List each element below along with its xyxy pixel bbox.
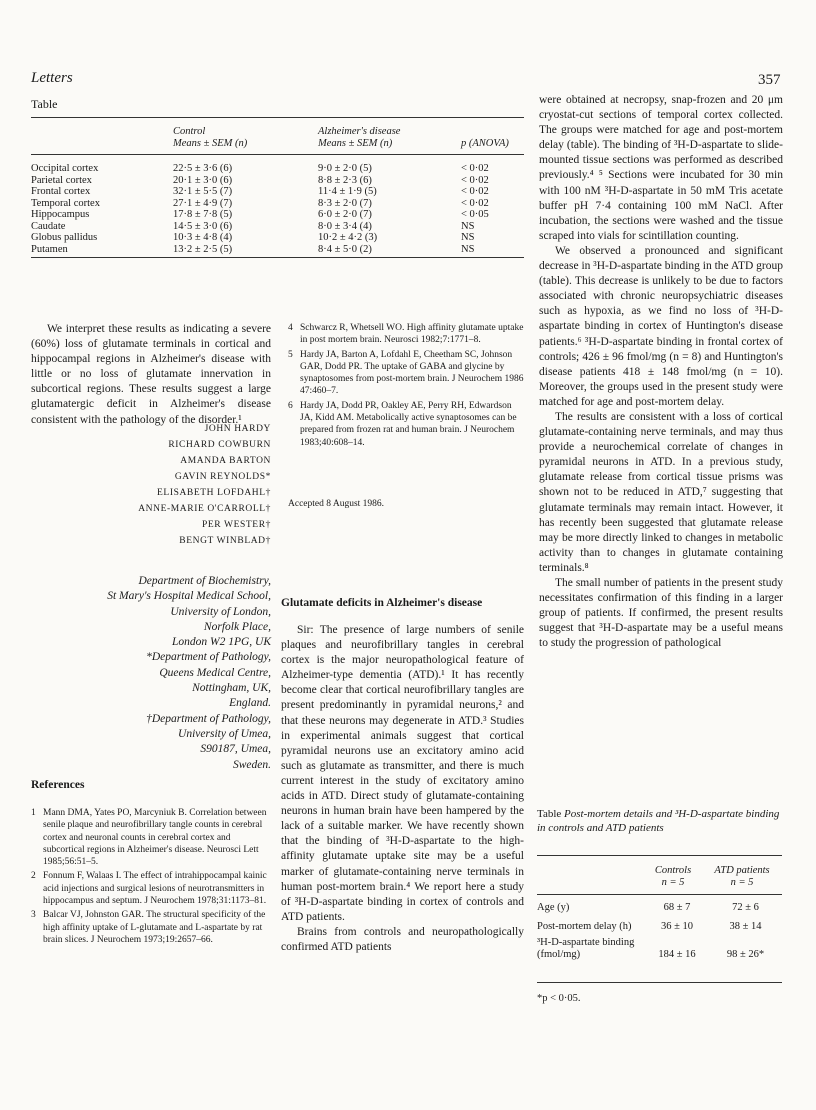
reference-item: 2 Fonnum F, Walaas I. The effect of intrahippocampal kainic acid injections and surgical lesions of neurotransmitters in hippocampus and septum. J Neurochem 1978;31:1173–81. <box>31 871 267 907</box>
author-list <box>31 421 271 549</box>
table2-caption <box>537 808 782 835</box>
references-heading: References <box>31 779 85 791</box>
table-row: ³H-D-aspartate binding (fmol/mg) 184 ± 16 98 ± 26* <box>537 937 765 960</box>
right-column <box>539 93 783 651</box>
table-row: Globus pallidus 10·3 ± 4·8 (4) 10·2 ± 4·2 (3) NS <box>31 232 475 243</box>
page-number: 357 <box>758 72 781 88</box>
table1-mid-rule <box>31 154 524 155</box>
table1-header-control-1: Control <box>173 126 206 137</box>
table-row: Age (y) 68 ± 7 72 ± 6 <box>537 902 759 913</box>
middle-column <box>281 623 524 955</box>
author: ANNE-MARIE O'CARROLL† <box>138 504 271 514</box>
table2-body <box>537 902 782 961</box>
table1-header-p: p (ANOVA) <box>461 138 509 149</box>
table1-bottom-rule <box>31 257 524 258</box>
table1-header-ad-2: Means ± SEM (n) <box>318 138 393 149</box>
reference-item: 6 Hardy JA, Dodd PR, Oakley AE, Perry RH, Edwardson JA, Kidd AM. Metabolically active synaptosomes can be prepared from frozen rat and human brain. J Neurochem 1983;40:608–14. <box>288 400 517 448</box>
table-row: Temporal cortex 27·1 ± 4·9 (7) 8·3 ± 2·0 (7) < 0·02 <box>31 197 489 209</box>
references-list-middle <box>288 322 526 451</box>
table1-body <box>31 163 521 255</box>
table-row: Frontal cortex 32·1 ± 5·5 (7) 11·4 ± 1·9 (5) < 0·02 <box>31 186 489 197</box>
table-row: Putamen 13·2 ± 2·5 (5) 8·4 ± 5·0 (2) NS <box>31 243 475 255</box>
reference-item: 1 Mann DMA, Yates PO, Marcyniuk B. Correlation between senile plaque and neurofibrillary tangle counts in cerebral cortex and neuronal counts in cerebral cortex and subcortical regions in Alzheimer's disease. Neurosci Lett 1985;56:51–5. <box>31 808 267 868</box>
table-row: Caudate 14·5 ± 3·0 (6) 8·0 ± 3·4 (4) NS <box>31 220 475 232</box>
table2-header-controls: Controls n = 5 <box>654 865 692 888</box>
reference-item: 3 Balcar VJ, Johnston GAR. The structural specificity of the high affinity uptake of L-glutamate and L-aspartate by rat brain slices. J Neurochem 1973;19:2657–66. <box>31 910 266 945</box>
left-paragraph: We interpret these results as indicating a severe (60%) loss of glutamate terminals in cortical and hippocampal regions in Alzheimer's disease with little or no loss of glutamate innervation in subcortical regions. These results suggest a large glutamatergic deficit in Alzheimer's disease consistent with the pathology of the disorder.¹ <box>31 323 271 426</box>
left-column <box>31 322 271 428</box>
right-paragraph-2: We observed a pronounced and significant decrease in ³H-D-aspartate binding in the ATD group (table). This decrease is unlikely to be due to factors associated with chronic neuropsychiatric diseases such as hypoxia, as we find no loss of ³H-D-aspartate binding in cortex of Huntington's disease patients.⁶ ³H-D-aspartate binding in frontal cortex of controls; 426 ± 96 fmol/mg (n = 8) and Huntington's disease patients 418 ± 148 fmol/mg (n = 10). Moreover, the groups used in the present study were matched for age and post-mortem delay. <box>539 244 783 408</box>
reference-item: 5 Hardy JA, Barton A, Lofdahl E, Cheetham SC, Johnson GAR, Dodd PR. The uptake of GABA and glycine by synaptosomes from post-mortem brain. J Neurochem 1986 47:460–7. <box>288 349 524 397</box>
author: GAVIN REYNOLDS* <box>174 472 271 482</box>
reference-item: 4 Schwarcz R, Whetsell WO. High affinity glutamate uptake in post mortem brain. Neurosci 1982;7:1771–8. <box>288 323 524 346</box>
article-title: Glutamate deficits in Alzheimer's disease <box>281 597 483 609</box>
table-row: Hippocampus 17·8 ± 7·8 (5) 6·0 ± 2·0 (7) < 0·05 <box>31 209 489 220</box>
table2-label: Table <box>537 808 562 820</box>
accepted-date: Accepted 8 August 1986. <box>288 499 385 509</box>
table1-top-rule <box>31 117 524 118</box>
author-address: Department of Biochemistry, St Mary's Hospital Medical School, University of London, Norfolk Place, London W2 1PG, UK *Department of Pathology, Queens Medical Centre, Nottingham, UK, England. †Department of Pathology, University of Umea, S90187, Umea, Sweden. <box>107 575 271 771</box>
table2-top-rule <box>537 855 782 856</box>
right-paragraph-1: were obtained at necropsy, snap-frozen and 20 μm cryostat-cut sections of temporal cortex collected. The groups were matched for age and post-mortem delay (table). The binding of ³H-D-aspartate to slide-mounted tissue sections was performed as described previously.⁴ ⁵ Sections were incubated for 30 min with 100 nM ³H-D-aspartate in 50 mM Tris acetate buffer pH 7·4 containing 100 mM NaCl. After incubation, the sections were washed and the tissue scraped into vials for scintillation counting. <box>539 94 783 242</box>
table2-mid-rule <box>537 894 782 895</box>
middle-paragraph-1: Sir: The presence of large numbers of senile plaques and neurofibrillary tangles in cerebral cortex is the major neuropathological feature of Alzheimer-type dementia (ATD).¹ It has recently become clear that cortical neurofibrillary tangles are present predominantly in pyramidal neurons,² and that these neurons may degenerate in ATD.³ Studies in experimental animals suggest that cortical pyramidal neurons use an excitatory amino acid such as glutamate as transmitter, and there is much current interest in the study of excitatory amino acids in ATD. Direct study of glutamate-containing neurons in human brain have been hampered by the lack of a suitable marker. We have recently shown that the binding of ³H-D-aspartate to the high-affinity glutamate uptake site may be a useful marker of glutamate-containing nerve terminals in human post-mortem brain.⁴ We report here a study of ³H-D-aspartate binding in cortex of controls and ATD patients. <box>281 624 524 923</box>
author: BENGT WINBLAD† <box>179 536 271 546</box>
table1-header-control <box>173 126 247 150</box>
right-paragraph-4: The small number of patients in the present study necessitates confirmation of this finding in a larger group of patients. If confirmed, the present results suggest that ³H-D-aspartate may be a useful means to study the progression of pathological <box>539 577 783 650</box>
table2-footnote: *p < 0·05. <box>537 993 581 1004</box>
references-list-left <box>31 807 271 948</box>
table2-caption-text: Post-mortem details and ³H-D-aspartate binding in controls and ATD patients <box>537 808 780 834</box>
table2-bottom-rule <box>537 982 782 983</box>
table-row: Post-mortem delay (h) 36 ± 10 38 ± 14 <box>537 921 762 932</box>
table-row: Parietal cortex 20·1 ± 3·0 (6) 8·8 ± 2·3 (6) < 0·02 <box>31 174 489 186</box>
author: RICHARD COWBURN <box>168 440 271 450</box>
author: ELISABETH LOFDAHL† <box>157 488 271 498</box>
author: PER WESTER† <box>202 520 271 530</box>
table2-header-atd: ATD patients n = 5 <box>714 865 770 888</box>
table-row: Occipital cortex 22·5 ± 3·6 (6) 9·0 ± 2·0 (5) < 0·02 <box>31 163 489 174</box>
table1-header-ad <box>318 126 400 150</box>
author: JOHN HARDY <box>204 424 271 434</box>
section-header: Letters <box>31 70 73 86</box>
table1-header-control-2: Means ± SEM (n) <box>173 138 248 149</box>
right-paragraph-3: The results are consistent with a loss of cortical glutamate-containing nerve terminals, and may thus provide a neurochemical correlate of changes in pyramidal neurons in ATD. In a previous study, glutamate release from cortical tissue prisms was shown not to be reduced in ATD,⁷ suggesting that glutamate terminals may remain intact. However, it has recently been suggested that glutamate release may be more directly linked to changes in metabolic activity than to changes in glutamate containing terminals.⁸ <box>539 410 783 574</box>
table1-label: Table <box>31 97 58 111</box>
middle-paragraph-2: Brains from controls and neuropathologically confirmed ATD patients <box>281 925 524 953</box>
author: AMANDA BARTON <box>180 456 271 466</box>
table1-header-ad-1: Alzheimer's disease <box>318 126 401 137</box>
